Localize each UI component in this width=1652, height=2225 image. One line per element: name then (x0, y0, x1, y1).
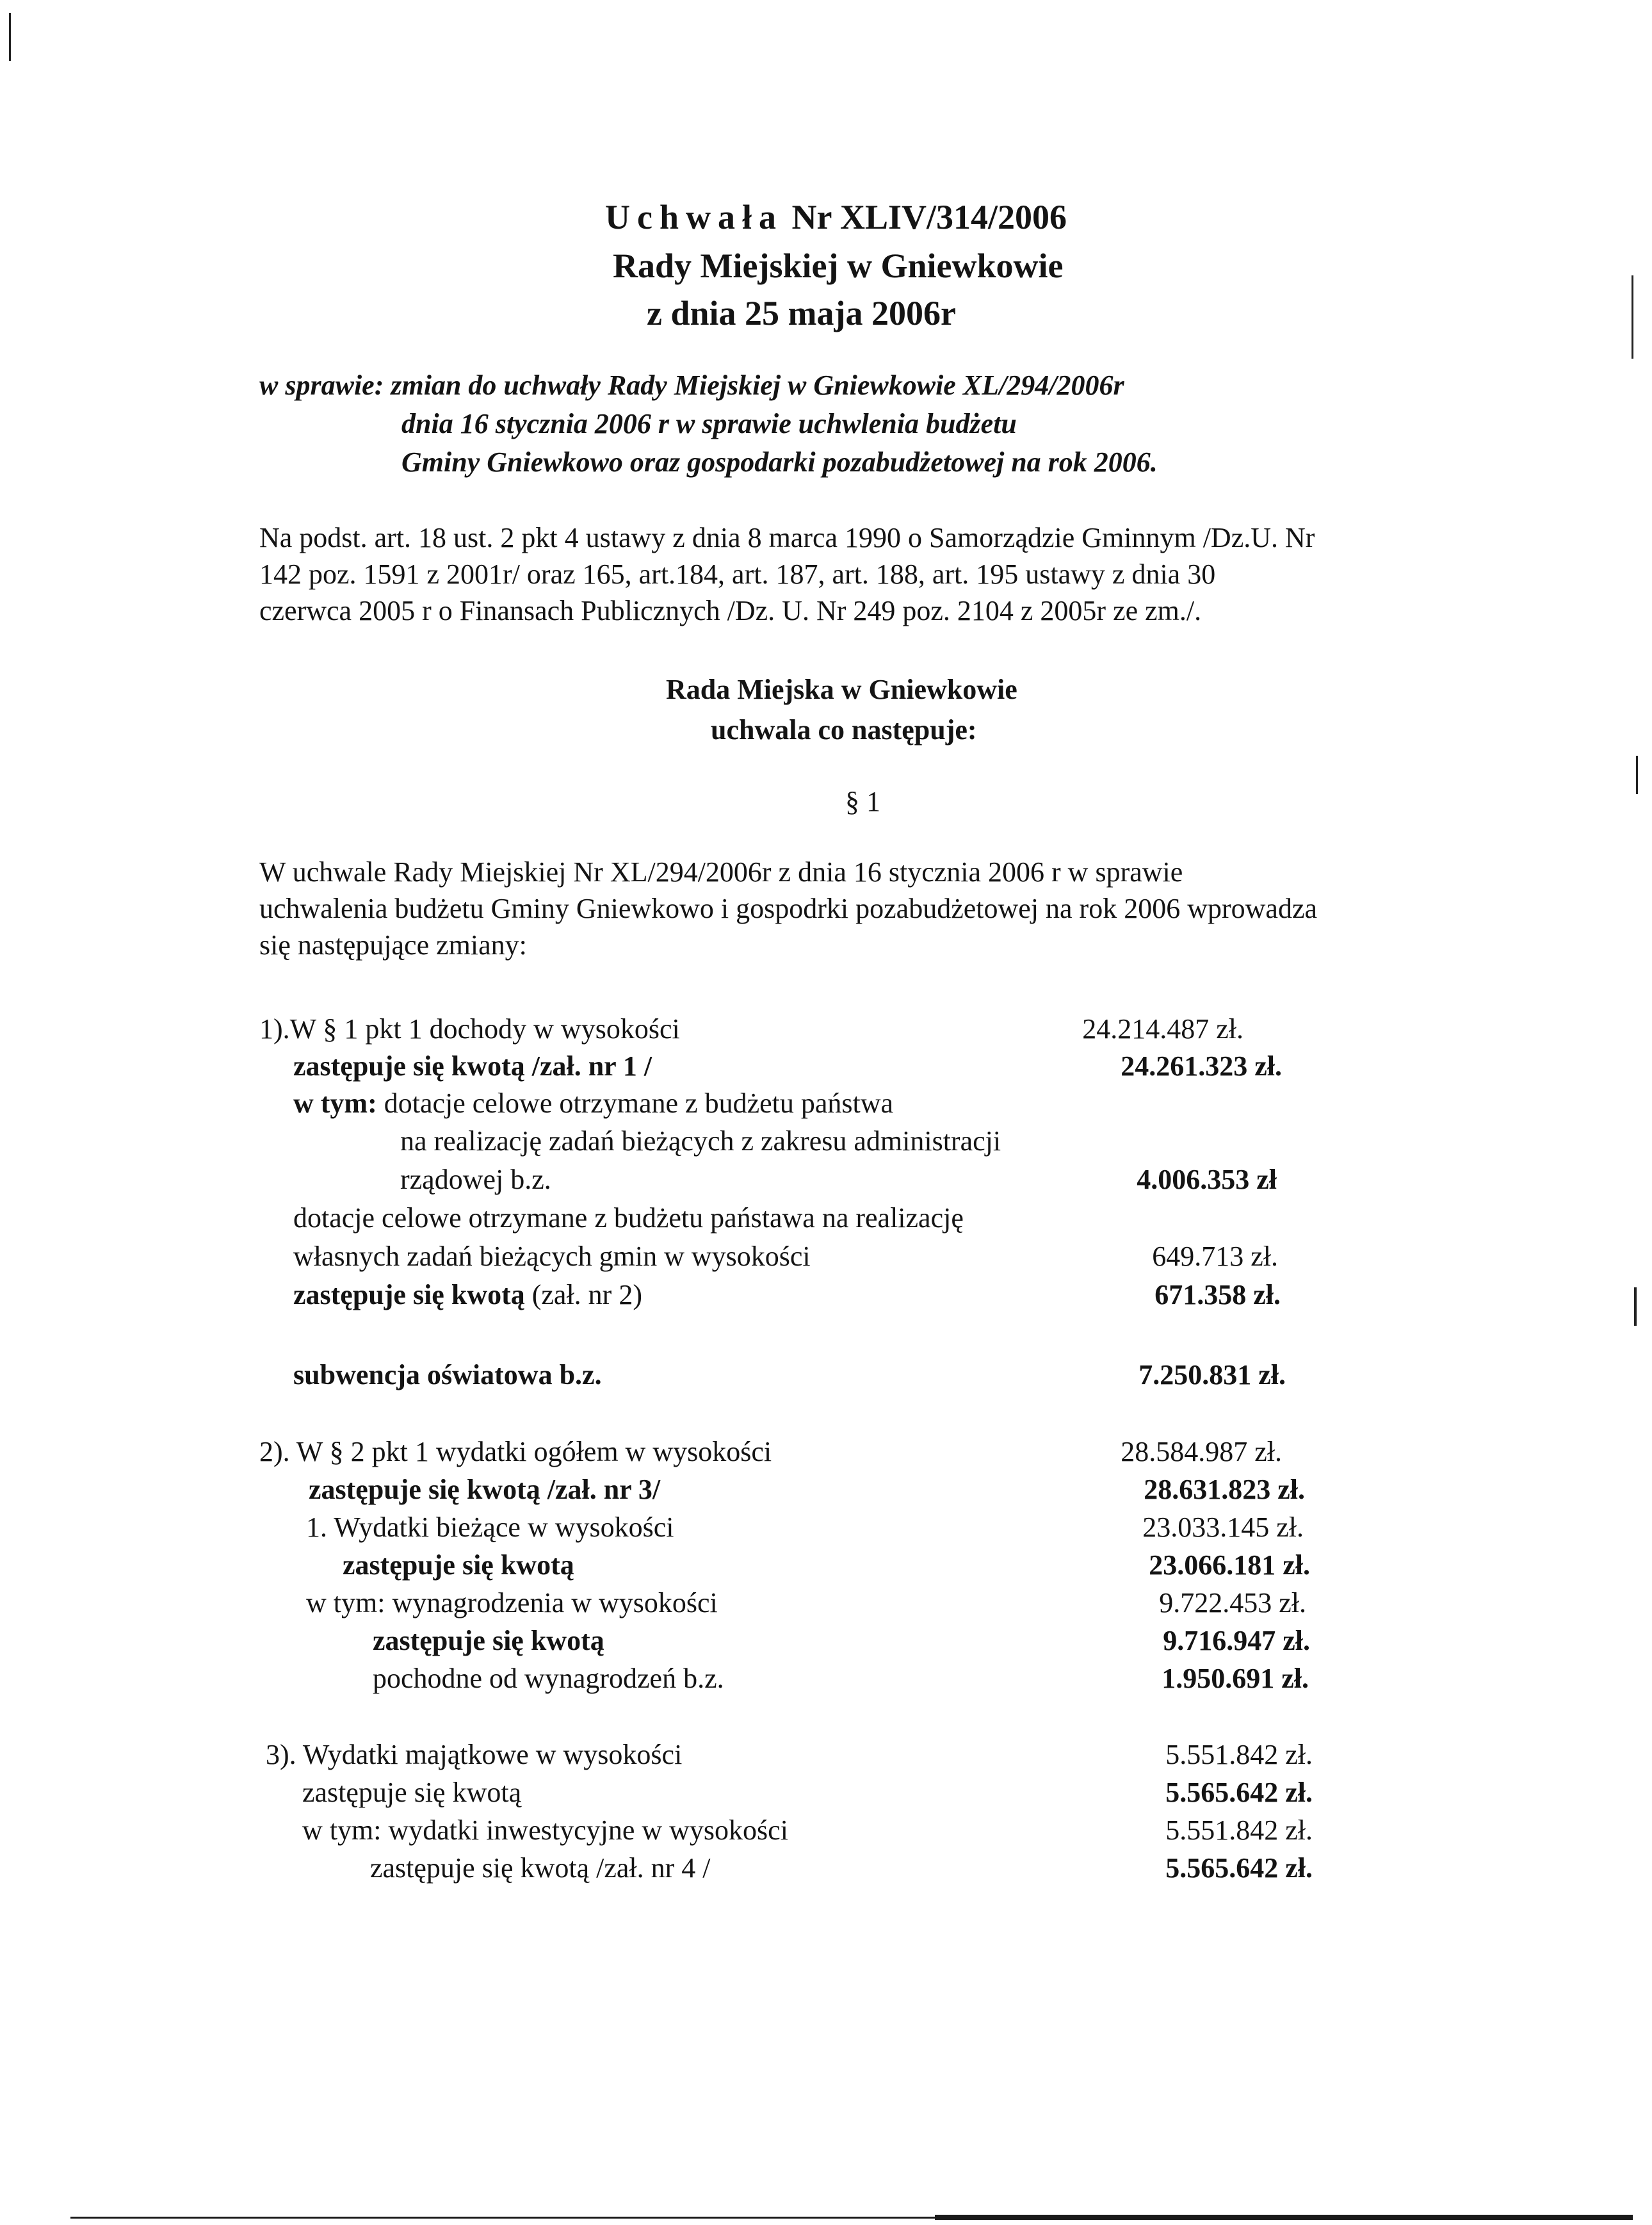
item2-wages-replace-value: 9.716.947 zł. (1163, 1625, 1310, 1656)
item1-dotation-line-2: własnych zadań bieżących gmin w wysokości (293, 1241, 811, 1272)
council-line-1: Rada Miejska w Gniewkowie (666, 674, 1017, 705)
scan-edge-mark-right-3 (1634, 1287, 1637, 1326)
council-line-2: uchwala co następuje: (711, 714, 977, 746)
title-word: Uchwała (605, 198, 783, 236)
item1-wtym-value: 4.006.353 zł (1137, 1164, 1277, 1195)
basis-line-2: 142 poz. 1591 z 2001r/ oraz 165, art.184, art. 187, art. 188, art. 195 ustawy z dnia 30 (259, 558, 1216, 590)
item3-replace-value: 5.565.642 zł. (1165, 1777, 1313, 1808)
item2-current-replace-label: zastępuje się kwotą (343, 1549, 574, 1581)
subject-line-3: Gminy Gniewkowo oraz gospodarki pozabudżetowej na rok 2006. (401, 446, 1158, 478)
item3-replace-label: zastępuje się kwotą (302, 1777, 522, 1808)
subject-line-1: w sprawie: zmian do uchwały Rady Miejskiej w Gniewkowie XL/294/2006r (259, 370, 1124, 401)
item2-value: 28.584.987 zł. (1121, 1436, 1282, 1467)
item1-wtym-text: dotacje celowe otrzymane z budżetu państwa (384, 1088, 894, 1119)
item1-dotation-replace-value: 671.358 zł. (1154, 1279, 1281, 1310)
item1-replace-value: 24.261.323 zł. (1121, 1050, 1282, 1082)
item3-investment-replace-value: 5.565.642 zł. (1165, 1852, 1313, 1884)
item2-wages-value: 9.722.453 zł. (1159, 1587, 1306, 1618)
item1-subwencja-value: 7.250.831 zł. (1138, 1359, 1286, 1390)
title-number: Nr XLIV/314/2006 (791, 198, 1067, 236)
item1-wtym-line-2: na realizację zadań bieżących z zakresu administracji (400, 1125, 1001, 1157)
item1-label: 1).W § 1 pkt 1 dochody w wysokości (259, 1013, 680, 1045)
item1-dotation-value: 649.713 zł. (1152, 1241, 1278, 1272)
item2-replace-label: zastępuje się kwotą /zał. nr 3/ (309, 1474, 661, 1505)
scan-edge-mark-top-left (9, 13, 11, 61)
document-date: z dnia 25 maja 2006r (647, 294, 956, 332)
item1-dotation-line-1: dotacje celowe otrzymane z budżetu państawa na realizację (293, 1202, 964, 1234)
document-title (605, 200, 1067, 234)
intro-line-2: uchwalenia budżetu Gminy Gniewkowo i gospodrki pozabudżetowej na rok 2006 wprowadza (259, 893, 1317, 924)
intro-line-3: się następujące zmiany: (259, 929, 527, 961)
section-number: § 1 (845, 786, 880, 817)
item2-current-label: 1. Wydatki bieżące w wysokości (306, 1512, 674, 1543)
item1-wtym-line-1 (293, 1089, 893, 1118)
item1-wtym-prefix: w tym: (293, 1088, 377, 1119)
scan-edge-mark-right (1632, 275, 1633, 359)
subject-line-2: dnia 16 stycznia 2006 r w sprawie uchwlenia budżetu (401, 408, 1017, 439)
basis-line-3: czerwca 2005 r o Finansach Publicznych /Dz. U. Nr 249 poz. 2104 z 2005r ze zm./. (259, 595, 1202, 626)
basis-line-1: Na podst. art. 18 ust. 2 pkt 4 ustawy z dnia 8 marca 1990 o Samorządzie Gminnym /Dz.U. Nr (259, 522, 1315, 553)
item2-replace-value: 28.631.823 zł. (1144, 1474, 1305, 1505)
item2-current-value: 23.033.145 zł. (1142, 1512, 1304, 1543)
item3-investment-value: 5.551.842 zł. (1165, 1814, 1313, 1846)
item1-value: 24.214.487 zł. (1082, 1013, 1243, 1045)
item1-dotation-replace (293, 1281, 642, 1309)
item2-wages-label: w tym: wynagrodzenia w wysokości (306, 1587, 718, 1618)
item3-value: 5.551.842 zł. (1165, 1739, 1313, 1770)
item1-dotation-replace-label: zastępuje się kwotą (293, 1279, 525, 1310)
item2-current-replace-value: 23.066.181 zł. (1149, 1549, 1310, 1581)
footer-rule-right (935, 2215, 1633, 2220)
item3-label: 3). Wydatki majątkowe w wysokości (266, 1739, 683, 1770)
item2-derivative-value: 1.950.691 zł. (1162, 1663, 1309, 1694)
item1-replace-label: zastępuje się kwotą /zał. nr 1 / (293, 1050, 652, 1082)
item2-derivative-label: pochodne od wynagrodzeń b.z. (373, 1663, 724, 1694)
footer-rule (70, 2217, 935, 2219)
document-issuer: Rady Miejskiej w Gniewkowie (613, 247, 1064, 285)
intro-line-1: W uchwale Rady Miejskiej Nr XL/294/2006r z dnia 16 stycznia 2006 r w sprawie (259, 856, 1183, 888)
item2-wages-replace-label: zastępuje się kwotą (373, 1625, 604, 1656)
item1-wtym-line-3: rządowej b.z. (400, 1164, 551, 1195)
item3-investment-label: w tym: wydatki inwestycyjne w wysokości (302, 1814, 788, 1846)
item3-investment-replace-label: zastępuje się kwotą /zał. nr 4 / (370, 1852, 711, 1884)
item1-subwencja-label: subwencja oświatowa b.z. (293, 1359, 602, 1390)
item1-dotation-replace-ref: (zał. nr 2) (531, 1279, 642, 1310)
item2-label: 2). W § 2 pkt 1 wydatki ogółem w wysokości (259, 1436, 772, 1467)
scan-edge-mark-right-2 (1636, 756, 1638, 794)
